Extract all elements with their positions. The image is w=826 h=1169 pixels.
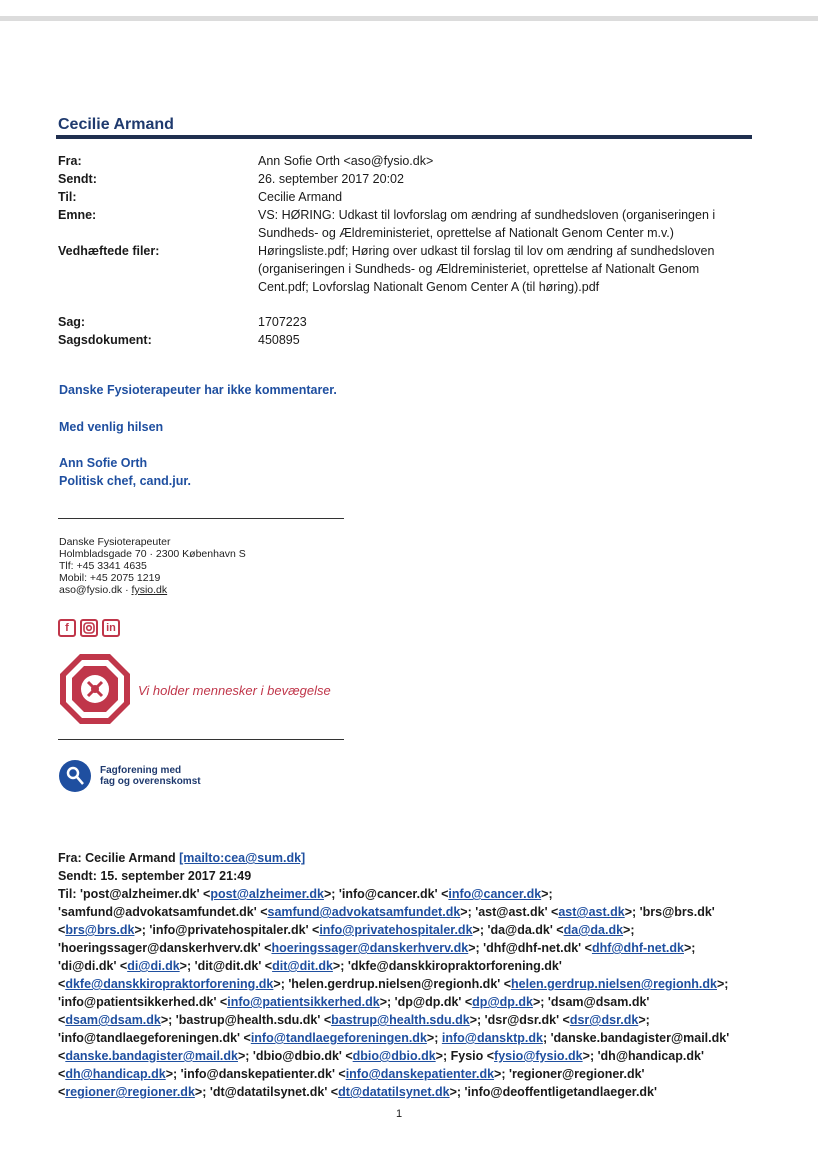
recipient-email-link[interactable]: info@danskepatienter.dk xyxy=(345,1067,495,1081)
meta-from-label: Fra: xyxy=(58,154,82,168)
signature-mobile: Mobil: +45 2075 1219 xyxy=(59,572,161,584)
recipient-text: 'di@di.dk' < xyxy=(58,959,128,973)
recipient-text: >; 'info@danskepatienter.dk' < xyxy=(165,1067,346,1081)
recipient-line xyxy=(58,921,758,939)
recipient-text: >; xyxy=(638,1013,650,1027)
recipient-line xyxy=(58,1029,758,1047)
body-comment: Danske Fysioterapeuter har ikke kommentarer. xyxy=(59,383,337,397)
meta-attachments-line-3: Cent.pdf; Lovforslag Nationalt Genom Center A (til høring).pdf xyxy=(258,280,600,294)
recipient-text: < xyxy=(58,977,66,991)
meta-case-label: Sag: xyxy=(58,315,86,329)
recipient-text: >; 'dbio@dbio.dk' < xyxy=(237,1049,353,1063)
recipient-text: 'hoeringssager@danskerhverv.dk' < xyxy=(58,941,272,955)
meta-to-label: Til: xyxy=(58,190,77,204)
recipient-line xyxy=(58,1011,758,1029)
recipient-line xyxy=(58,1083,758,1101)
recipient-email-link[interactable]: brs@brs.dk xyxy=(65,923,135,937)
recipient-line xyxy=(58,957,758,975)
recipient-text: >; 'brs@brs.dk' xyxy=(624,905,715,919)
recipient-email-link[interactable]: dkfe@danskkiropraktorforening.dk xyxy=(65,977,274,991)
recipient-text: < xyxy=(58,923,66,937)
recipient-email-link[interactable]: dsr@dsr.dk xyxy=(569,1013,639,1027)
recipient-text: >; 'dh@handicap.dk' xyxy=(582,1049,704,1063)
body-greeting: Med venlig hilsen xyxy=(59,420,164,434)
recipient-text: >; xyxy=(541,887,553,901)
union-icon xyxy=(58,759,92,798)
meta-sent-label: Sendt: xyxy=(58,172,97,186)
recipient-email-link[interactable]: da@da.dk xyxy=(563,923,624,937)
meta-sent-value: 26. september 2017 20:02 xyxy=(258,172,404,186)
recipient-line xyxy=(58,1065,758,1083)
signature-email[interactable]: aso@fysio.dk xyxy=(59,584,123,596)
forwarded-from-mailto-link[interactable]: [mailto:cea@sum.dk] xyxy=(179,851,306,865)
fysio-logo xyxy=(58,652,132,731)
recipient-email-link[interactable]: danske.bandagister@mail.dk xyxy=(65,1049,238,1063)
forwarded-header xyxy=(58,849,758,1101)
linkedin-icon[interactable]: in xyxy=(102,619,120,637)
recipient-text: >; 'dhf@dhf-net.dk' < xyxy=(468,941,592,955)
social-icons xyxy=(58,619,120,637)
recipient-text: >; 'bastrup@health.sdu.dk' < xyxy=(160,1013,332,1027)
recipient-email-link[interactable]: dsam@dsam.dk xyxy=(65,1013,161,1027)
recipient-text: < xyxy=(58,1067,66,1081)
recipient-email-link[interactable]: dit@dit.dk xyxy=(272,959,333,973)
recipient-line xyxy=(58,939,758,957)
recipient-text: >; xyxy=(683,941,696,955)
meta-from-value: Ann Sofie Orth <aso@fysio.dk> xyxy=(258,154,434,168)
recipient-email-link[interactable]: info@patientsikkerhed.dk xyxy=(227,995,380,1009)
instagram-icon[interactable] xyxy=(80,619,98,637)
recipient-text: >; 'info@deoffentligetandlaeger.dk' xyxy=(449,1085,657,1099)
recipient-text: >; 'dkfe@danskkiropraktorforening.dk' xyxy=(332,959,562,973)
recipient-email-link[interactable]: hoeringssager@danskerhverv.dk xyxy=(271,941,469,955)
union-line-1: Fagforening med xyxy=(100,765,182,776)
signature-website-link[interactable]: fysio.dk xyxy=(131,584,168,596)
recipient-email-link[interactable]: post@alzheimer.dk xyxy=(210,887,324,901)
recipient-email-link[interactable]: info@cancer.dk xyxy=(448,887,542,901)
recipient-text: >; 'da@da.dk' < xyxy=(472,923,564,937)
signature-divider xyxy=(58,518,344,519)
recipient-email-link[interactable]: regioner@regioner.dk xyxy=(65,1085,195,1099)
signature-org: Danske Fysioterapeuter xyxy=(59,536,171,548)
recipient-text: Til: 'post@alzheimer.dk' < xyxy=(58,887,211,901)
recipient-text: >; 'dt@datatilsynet.dk' < xyxy=(194,1085,339,1099)
recipient-email-link[interactable]: ast@ast.dk xyxy=(558,905,625,919)
signature-slogan: Vi holder mennesker i bevægelse xyxy=(138,683,331,698)
recipient-email-link[interactable]: dhf@dhf-net.dk xyxy=(591,941,684,955)
heading-divider xyxy=(56,135,752,139)
meta-case-value: 1707223 xyxy=(258,315,307,329)
page-title: Cecilie Armand xyxy=(58,116,174,133)
recipient-line xyxy=(58,1047,758,1065)
recipient-email-link[interactable]: bastrup@health.sdu.dk xyxy=(331,1013,470,1027)
signature-block xyxy=(59,536,246,596)
recipient-text: < xyxy=(58,1085,66,1099)
recipient-text: >; xyxy=(623,923,635,937)
recipient-text: >; xyxy=(426,1031,442,1045)
recipient-text: >; Fysio < xyxy=(435,1049,495,1063)
recipient-email-link[interactable]: dp@dp.dk xyxy=(472,995,533,1009)
meta-attachments-label: Vedhæftede filer: xyxy=(58,244,160,258)
forwarded-from xyxy=(58,849,758,867)
meta-casedoc-label: Sagsdokument: xyxy=(58,333,152,347)
meta-attachments-line-1: Høringsliste.pdf; Høring over udkast til forslag til lov om ændring af sundhedsloven xyxy=(258,244,715,258)
forwarded-from-text: Fra: Cecilie Armand xyxy=(58,851,180,865)
recipient-email-link[interactable]: info@dansktp.dk xyxy=(441,1031,543,1045)
recipient-email-link[interactable]: info@tandlaegeforeningen.dk xyxy=(250,1031,427,1045)
signature-phone: Tlf: +45 3341 4635 xyxy=(59,560,147,572)
meta-to-value: Cecilie Armand xyxy=(258,190,343,204)
recipient-line xyxy=(58,903,758,921)
union-tagline xyxy=(100,765,201,787)
forwarded-sent: Sendt: 15. september 2017 21:49 xyxy=(58,869,252,883)
recipient-text: >; 'info@privatehospitaler.dk' < xyxy=(134,923,320,937)
recipient-email-link[interactable]: di@di.dk xyxy=(127,959,180,973)
meta-subject-line-1: VS: HØRING: Udkast til lovforslag om ændring af sundhedsloven (organiseringen i xyxy=(258,208,716,222)
recipient-text: >; 'ast@ast.dk' < xyxy=(460,905,559,919)
recipient-email-link[interactable]: dh@handicap.dk xyxy=(65,1067,166,1081)
signature-address: Holmbladsgade 70 · 2300 København S xyxy=(59,548,246,560)
recipient-email-link[interactable]: samfund@advokatsamfundet.dk xyxy=(267,905,461,919)
recipient-text: 'samfund@advokatsamfundet.dk' < xyxy=(58,905,268,919)
signature-contact: aso@fysio.dk · fysio.dk xyxy=(59,584,168,596)
recipient-text: >; 'dsr@dsr.dk' < xyxy=(469,1013,570,1027)
recipient-text: 'info@tandlaegeforeningen.dk' < xyxy=(58,1031,251,1045)
recipient-text: >; 'dsam@dsam.dk' xyxy=(532,995,650,1009)
recipient-text: ; 'danske.bandagister@mail.dk' xyxy=(542,1031,730,1045)
recipient-email-link[interactable]: dbio@dbio.dk xyxy=(352,1049,436,1063)
facebook-icon[interactable]: f xyxy=(58,619,76,637)
recipient-email-link[interactable]: info@privatehospitaler.dk xyxy=(319,923,473,937)
meta-subject-label: Emne: xyxy=(58,208,97,222)
recipient-text: >; 'dit@dit.dk' < xyxy=(179,959,273,973)
signature-divider-2 xyxy=(58,739,344,740)
recipient-line xyxy=(58,885,758,903)
scan-top-edge xyxy=(0,16,818,21)
recipient-email-link[interactable]: fysio@fysio.dk xyxy=(494,1049,583,1063)
page-number: 1 xyxy=(396,1108,403,1120)
meta-attachments-line-2: (organiseringen i Sundheds- og Ældreministeriet, oprettelse af Nationalt Genom xyxy=(258,262,700,276)
meta-casedoc-value: 450895 xyxy=(258,333,300,347)
union-line-2: fag og overenskomst xyxy=(100,776,201,787)
forwarded-recipients xyxy=(58,885,758,1101)
recipient-email-link[interactable]: helen.gerdrup.nielsen@regionh.dk xyxy=(511,977,717,991)
recipient-text: >; 'dp@dp.dk' < xyxy=(379,995,473,1009)
body-sender-title: Politisk chef, cand.jur. xyxy=(59,474,191,488)
body-sender-name: Ann Sofie Orth xyxy=(59,456,148,470)
recipient-email-link[interactable]: dt@datatilsynet.dk xyxy=(338,1085,450,1099)
recipient-text: >; 'helen.gerdrup.nielsen@regionh.dk' < xyxy=(273,977,512,991)
recipient-line xyxy=(58,993,758,1011)
recipient-text: 'info@patientsikkerhed.dk' < xyxy=(58,995,228,1009)
recipient-text: >; 'info@cancer.dk' < xyxy=(323,887,449,901)
recipient-text: < xyxy=(58,1049,66,1063)
recipient-text: >; xyxy=(717,977,729,991)
recipient-line xyxy=(58,975,758,993)
meta-subject-line-2: Sundheds- og Ældreministeriet, oprettelse af Nationalt Genom Center m.v.) xyxy=(258,226,674,240)
recipient-text: < xyxy=(58,1013,66,1027)
recipient-text: >; 'regioner@regioner.dk' xyxy=(494,1067,645,1081)
